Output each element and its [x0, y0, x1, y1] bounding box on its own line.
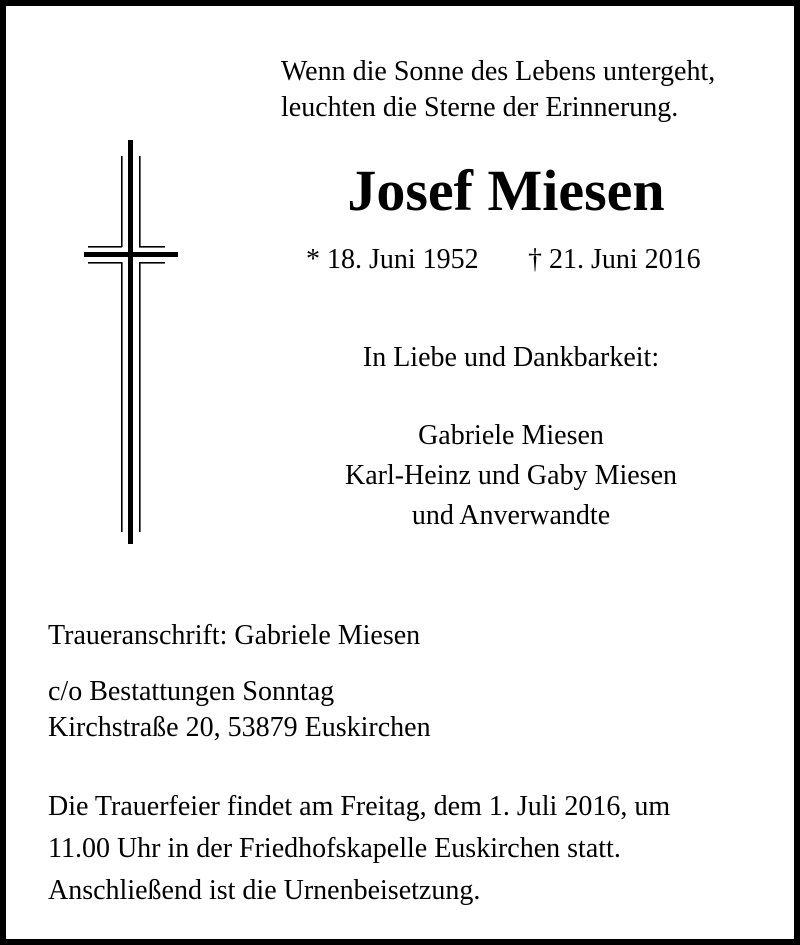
condolence-address-label: Traueranschrift: Gabriele Miesen: [48, 620, 421, 651]
mourners-list: [311, 416, 711, 536]
service-line-3: Anschließend ist die Urnenbeisetzung.: [48, 875, 481, 906]
quote-line-1: Wenn die Sonne des Lebens untergeht,: [281, 56, 716, 87]
mourner: Gabriele Miesen: [418, 420, 604, 451]
mourner: und Anverwandte: [411, 500, 611, 531]
funeral-service-info: [48, 786, 670, 912]
quote-line-2: leuchten die Sterne der Erinnerung.: [281, 92, 679, 123]
memorial-quote: [281, 54, 715, 126]
dedication: In Liebe und Dankbarkeit:: [362, 342, 660, 373]
service-line-2: 11.00 Uhr in der Friedhofskapelle Euskirchen statt.: [48, 833, 621, 864]
mourner: Karl-Heinz und Gaby Miesen: [344, 460, 677, 491]
deceased-name: Josef Miesen: [347, 158, 665, 223]
address-line-2: Kirchstraße 20, 53879 Euskirchen: [48, 712, 431, 743]
service-line-1: Die Trauerfeier findet am Freitag, dem 1. Juli 2016, um: [48, 791, 671, 822]
cross-icon: [84, 140, 178, 544]
birth-date: * 18. Juni 1952: [306, 244, 479, 275]
death-date: † 21. Juni 2016: [528, 244, 701, 275]
address-line-1: c/o Bestattungen Sonntag: [48, 676, 335, 707]
condolence-address: [48, 674, 431, 746]
